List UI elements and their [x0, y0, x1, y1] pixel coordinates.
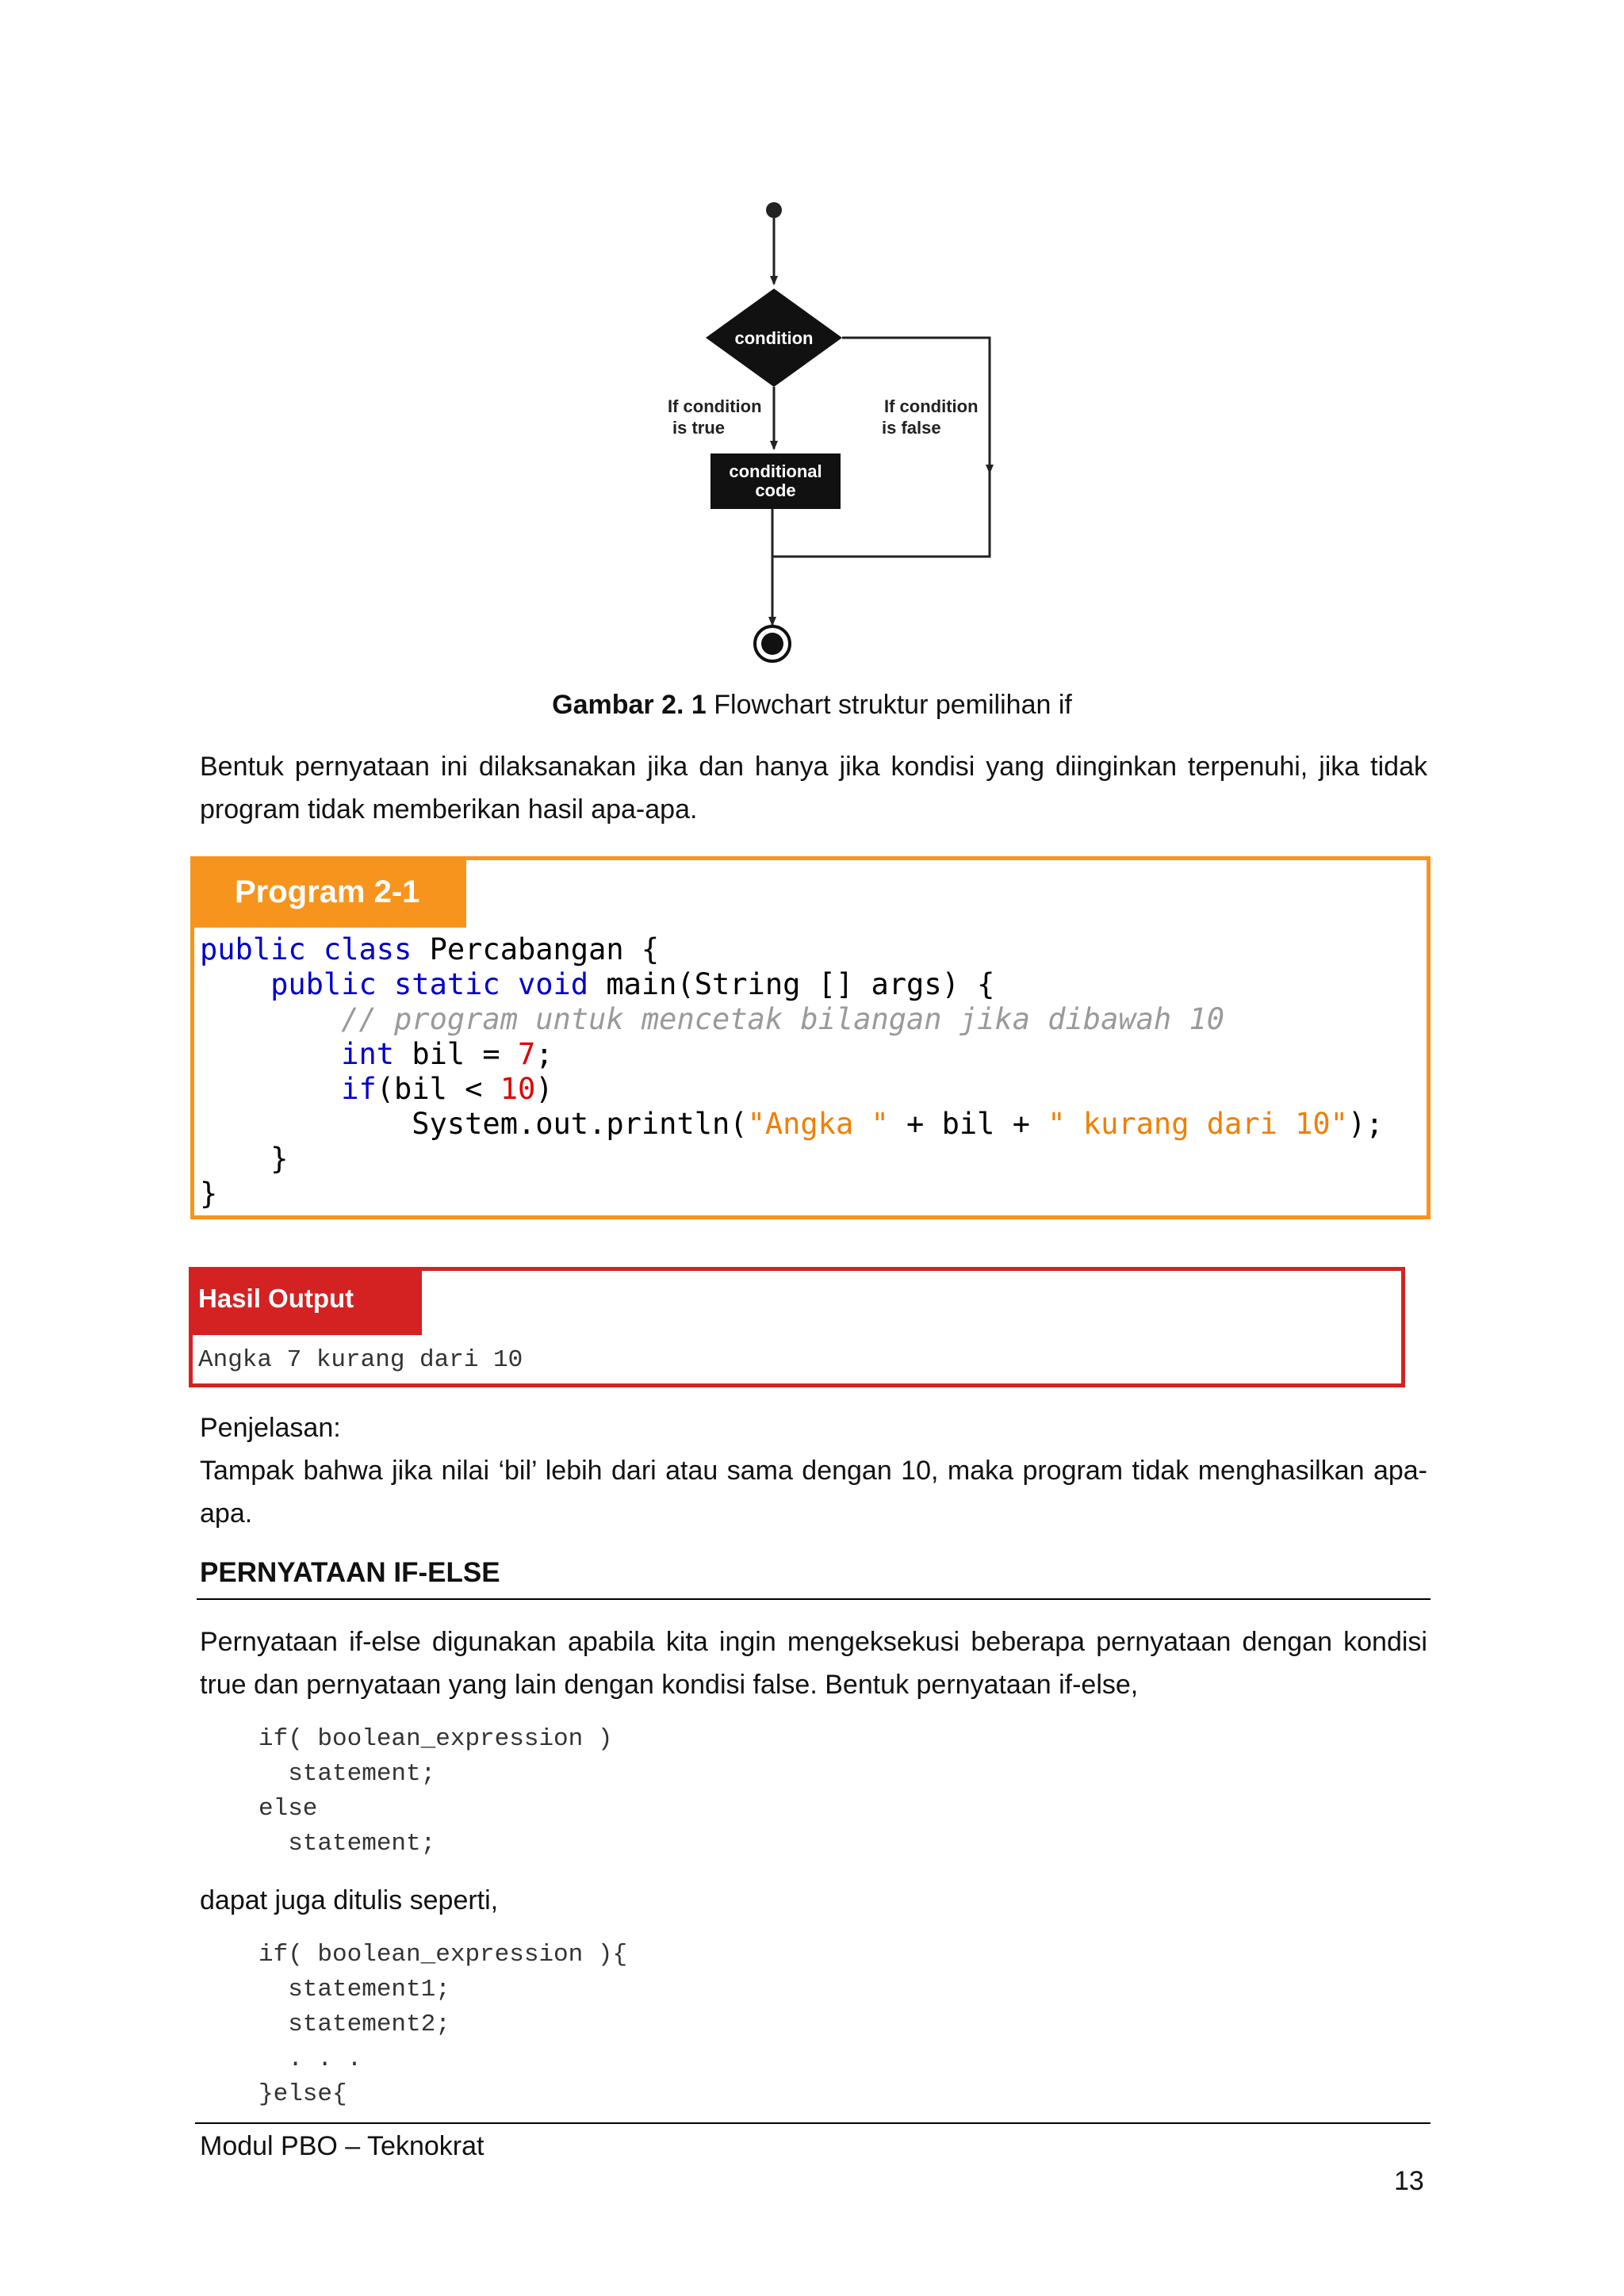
explanation-line-1: Tampak bahwa jika nilai ‘bil’ lebih dari atau sama dengan 10, maka program tidak menghasilkan apa-: [200, 1456, 1427, 1486]
code-line-2: public static void main(String [] args) {: [200, 967, 995, 1001]
also-written-text: dapat juga ditulis seperti,: [200, 1885, 499, 1915]
false-label-1: If condition: [884, 396, 979, 416]
code-line-5: if(bil < 10): [200, 1072, 553, 1106]
code-line-3: // program untuk mencetak bilangan jika dibawah 10: [200, 1002, 1225, 1036]
explanation-label: Penjelasan:: [200, 1413, 341, 1443]
true-label-2: is true: [672, 418, 726, 438]
syntax2-line-3: statement2;: [259, 2011, 450, 2038]
code-box-label-2: code: [755, 480, 796, 500]
syntax-block-2: [259, 1938, 627, 2112]
figure-title: Flowchart struktur pemilihan if: [706, 690, 1072, 720]
end-node-inner: [761, 633, 783, 655]
code-line-8: }: [200, 1177, 218, 1211]
start-node: [766, 202, 782, 218]
syntax2-line-4: . . .: [259, 2045, 362, 2073]
code-box-label-1: conditional: [729, 461, 822, 481]
syntax1-line-2: statement;: [259, 1760, 436, 1788]
syntax-block-1: [259, 1722, 612, 1862]
intro-line-1: Bentuk pernyataan ini dilaksanakan jika dan hanya jika kondisi yang diinginkan terpenuhi, jika tidak: [200, 752, 1427, 782]
section-line-2: true dan pernyataan yang lain dengan kondisi false. Bentuk pernyataan if-else,: [200, 1670, 1139, 1700]
code-line-4: int bil = 7;: [200, 1037, 553, 1071]
false-label-2: is false: [882, 418, 941, 438]
syntax2-line-2: statement1;: [259, 1976, 450, 2003]
output-text: Angka 7 kurang dari 10: [198, 1346, 523, 1374]
syntax2-line-5: }else{: [259, 2080, 347, 2108]
syntax2-line-1: if( boolean_expression ){: [259, 1941, 628, 1969]
program-title: Program 2-1: [190, 856, 466, 928]
footer-divider: [195, 2122, 1431, 2124]
section-heading: PERNYATAAN IF-ELSE: [200, 1557, 500, 1588]
true-label-1: If condition: [668, 396, 762, 416]
syntax1-line-4: statement;: [259, 1830, 436, 1858]
intro-line-2: program tidak memberikan hasil apa-apa.: [200, 794, 698, 825]
if-flowchart: [634, 190, 1015, 682]
code-line-6: System.out.println("Angka " + bil + " kurang dari 10");: [200, 1107, 1384, 1141]
figure-number: Gambar 2. 1: [552, 690, 707, 720]
figure-caption: [0, 690, 1624, 721]
explanation-line-2: apa.: [200, 1498, 253, 1529]
code-line-7: }: [200, 1142, 289, 1176]
footer-text: Modul PBO – Teknokrat: [200, 2131, 485, 2161]
condition-label: condition: [734, 328, 814, 348]
section-divider: [197, 1598, 1431, 1600]
program-code: [200, 932, 1384, 1211]
syntax1-line-3: else: [259, 1795, 318, 1823]
syntax1-line-1: if( boolean_expression ): [259, 1725, 613, 1753]
page-number: 13: [1394, 2166, 1424, 2196]
code-line-1: public class Percabangan {: [200, 932, 660, 966]
section-line-1: Pernyataan if-else digunakan apabila kita ingin mengeksekusi beberapa pernyataan dengan kondisi: [200, 1627, 1427, 1657]
output-title: Hasil Output: [189, 1267, 422, 1335]
